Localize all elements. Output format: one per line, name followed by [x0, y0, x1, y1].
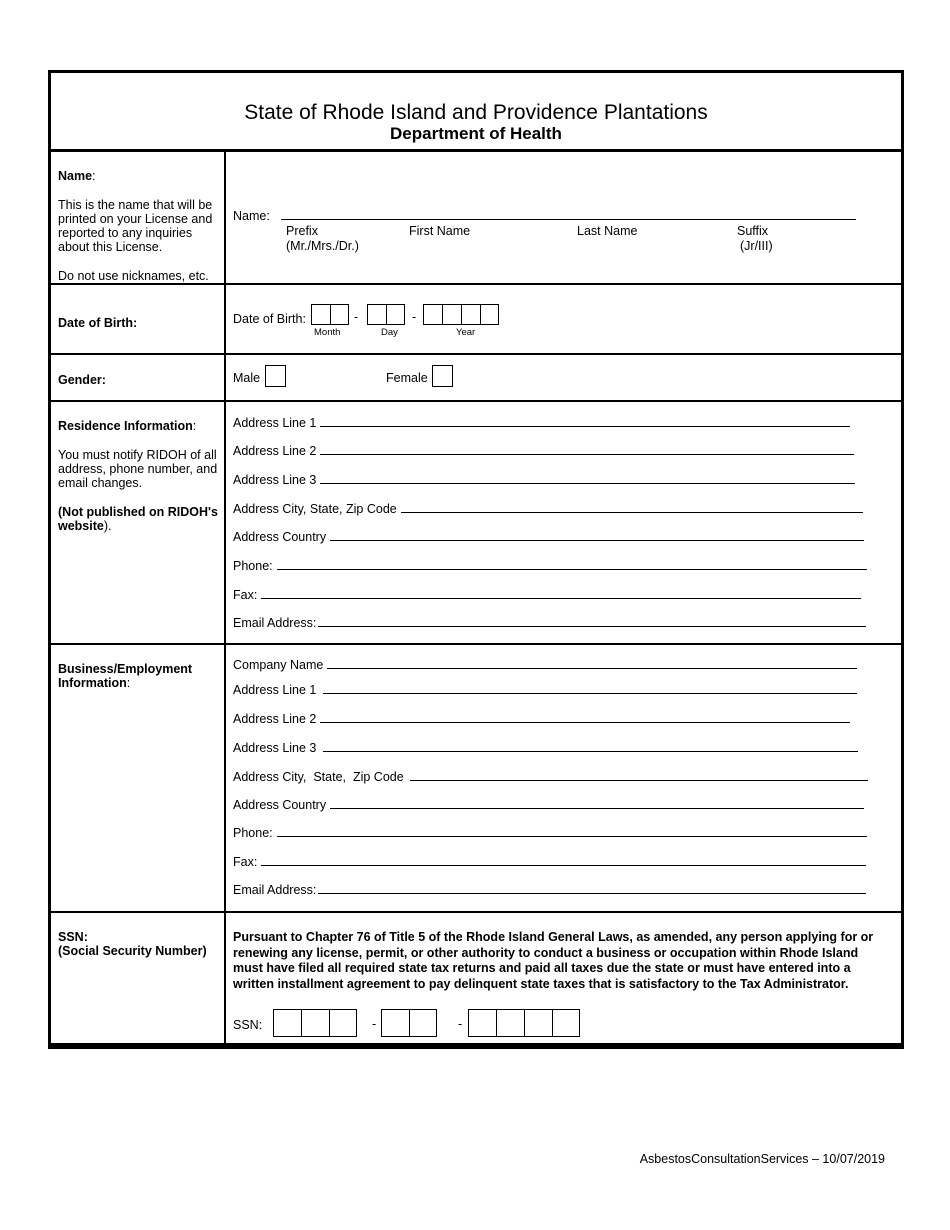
- residence-label: Residence Information: [58, 419, 193, 433]
- bus-city-line[interactable]: [410, 780, 868, 781]
- residence-label-colon: :: [192, 419, 197, 433]
- res-email-label: Email Address:: [233, 616, 317, 630]
- male-label: Male: [233, 371, 261, 385]
- dob-year-boxes[interactable]: [423, 304, 499, 325]
- first-name-label: First Name: [409, 224, 471, 238]
- bus-address1-label: Address Line 1: [233, 683, 317, 697]
- bus-address1-line[interactable]: [323, 693, 857, 694]
- residence-note-end: ).: [103, 519, 112, 533]
- res-country-label: Address Country: [233, 530, 327, 544]
- female-label: Female: [386, 371, 428, 385]
- dob-year-box[interactable]: [442, 304, 461, 325]
- bus-company-field[interactable]: [233, 658, 857, 672]
- name-field[interactable]: [233, 209, 856, 223]
- dob-dash: -: [412, 310, 417, 324]
- bus-country-field[interactable]: [233, 798, 864, 812]
- business-label-cell: [51, 645, 226, 911]
- ssn-box[interactable]: [273, 1009, 301, 1037]
- res-fax-field[interactable]: [233, 588, 861, 602]
- bus-address2-line[interactable]: [320, 722, 850, 723]
- ssn-box[interactable]: [301, 1009, 329, 1037]
- name-field-label: Name:: [233, 209, 270, 223]
- name-row: [51, 152, 901, 285]
- ssn-box[interactable]: [496, 1009, 524, 1037]
- ssn-label-full: (Social Security Number): [58, 944, 207, 958]
- prefix-label: Prefix: [286, 224, 318, 238]
- residence-field-cell: [226, 402, 901, 643]
- residence-label-cell: [51, 402, 226, 643]
- bus-company-label: Company Name: [233, 658, 324, 672]
- res-address2-line[interactable]: [320, 454, 854, 455]
- bus-phone-line[interactable]: [277, 836, 867, 837]
- business-field-cell: [226, 645, 901, 911]
- dob-field-label: Date of Birth:: [233, 312, 306, 326]
- business-label: Business/Employment Information: [58, 662, 193, 690]
- bus-email-label: Email Address:: [233, 883, 317, 897]
- res-address2-label: Address Line 2: [233, 444, 317, 458]
- dob-field-cell: [226, 285, 901, 353]
- bus-address2-label: Address Line 2: [233, 712, 317, 726]
- bus-address3-line[interactable]: [323, 751, 858, 752]
- form-footer: AsbestosConsultationServices – 10/07/2019: [639, 1152, 885, 1166]
- bus-city-field[interactable]: [233, 770, 868, 784]
- ssn-field-cell: [226, 913, 901, 1043]
- res-address3-line[interactable]: [320, 483, 855, 484]
- ssn-area-boxes[interactable]: [273, 1009, 357, 1037]
- name-note: Do not use nicknames, etc.: [58, 269, 209, 283]
- dob-year-box[interactable]: [480, 304, 499, 325]
- prefix-hint: (Mr./Mrs./Dr.): [286, 239, 359, 253]
- res-address1-label: Address Line 1: [233, 416, 317, 430]
- name-field-cell: [226, 152, 901, 283]
- residence-description: You must notify RIDOH of all address, phone number, and email changes.: [58, 448, 218, 490]
- dob-month-box[interactable]: [311, 304, 330, 325]
- female-checkbox[interactable]: [432, 365, 453, 387]
- res-email-line[interactable]: [318, 626, 866, 627]
- bus-address3-field[interactable]: [233, 741, 858, 755]
- res-phone-field[interactable]: [233, 559, 867, 573]
- res-city-label: Address City, State, Zip Code: [233, 502, 397, 516]
- business-label-colon: :: [126, 676, 131, 690]
- res-address1-field[interactable]: [233, 416, 850, 430]
- ssn-dash: -: [372, 1017, 377, 1031]
- res-phone-label: Phone:: [233, 559, 273, 573]
- ssn-box[interactable]: [552, 1009, 580, 1037]
- form-subtitle: Department of Health: [390, 124, 562, 143]
- ssn-box[interactable]: [468, 1009, 496, 1037]
- bus-city-label: Address City, State, Zip Code: [233, 770, 404, 784]
- bus-fax-line[interactable]: [261, 865, 866, 866]
- name-label: Name: [58, 169, 93, 183]
- name-label-colon: :: [92, 169, 96, 183]
- ssn-field-label: SSN:: [233, 1018, 263, 1032]
- suffix-label: Suffix: [737, 224, 769, 238]
- ssn-box[interactable]: [381, 1009, 409, 1037]
- bus-fax-label: Fax:: [233, 855, 258, 869]
- name-description: This is the name that will be printed on your License and reported to any inquiries about this License.: [58, 198, 213, 254]
- ssn-box[interactable]: [329, 1009, 357, 1037]
- gender-field-cell: [226, 355, 901, 400]
- ssn-group-boxes[interactable]: [381, 1009, 437, 1037]
- ssn-box[interactable]: [409, 1009, 437, 1037]
- bus-address1-field[interactable]: [233, 683, 857, 697]
- res-address3-field[interactable]: [233, 473, 855, 487]
- bus-address3-label: Address Line 3: [233, 741, 317, 755]
- res-address3-label: Address Line 3: [233, 473, 317, 487]
- res-address2-field[interactable]: [233, 444, 854, 458]
- dob-label-cell: [51, 285, 226, 353]
- dob-year-box[interactable]: [461, 304, 480, 325]
- tax-notice: Pursuant to Chapter 76 of Title 5 of the Rhode Island General Laws, as amended, any person applying for or renewing any license, permit, or other authority to conduct a business or occupation within Rhode Island must have filed all required state tax returns and paid all taxes due the state or must have entered into a written installment agreement to pay delinquent state taxes that is satisfactory to the Tax Administrator.: [233, 930, 874, 991]
- ssn-serial-boxes[interactable]: [468, 1009, 580, 1037]
- bus-phone-label: Phone:: [233, 826, 273, 840]
- ssn-row: [51, 913, 901, 1046]
- form-header: [51, 73, 901, 152]
- gender-label: Gender:: [58, 373, 106, 387]
- bus-email-field[interactable]: [233, 883, 866, 897]
- res-country-field[interactable]: [233, 530, 864, 544]
- res-fax-line[interactable]: [261, 598, 861, 599]
- dob-dash: -: [354, 310, 359, 324]
- last-name-label: Last Name: [577, 224, 638, 238]
- bus-address2-field[interactable]: [233, 712, 850, 726]
- bus-email-line[interactable]: [318, 893, 866, 894]
- dob-day-caption: Day: [381, 327, 398, 338]
- bus-fax-field[interactable]: [233, 855, 866, 869]
- bus-phone-field[interactable]: [233, 826, 867, 840]
- bus-company-line[interactable]: [327, 668, 857, 669]
- application-form: [48, 70, 904, 1049]
- dob-year-box[interactable]: [423, 304, 442, 325]
- gender-label-cell: [51, 355, 226, 400]
- residence-row: [51, 402, 901, 645]
- dob-row: [51, 285, 901, 355]
- business-row: [51, 645, 901, 913]
- res-fax-label: Fax:: [233, 588, 258, 602]
- suffix-hint: (Jr/III): [740, 239, 773, 253]
- ssn-label: SSN:: [58, 930, 88, 944]
- dob-month-box[interactable]: [330, 304, 349, 325]
- bus-country-line[interactable]: [330, 808, 864, 809]
- ssn-box[interactable]: [524, 1009, 552, 1037]
- name-label-cell: [51, 152, 226, 283]
- dob-day-boxes[interactable]: [367, 304, 405, 325]
- male-checkbox[interactable]: [265, 365, 286, 387]
- res-city-line[interactable]: [401, 512, 863, 513]
- ssn-label-cell: [51, 913, 226, 1043]
- dob-month-boxes[interactable]: [311, 304, 349, 325]
- dob-day-box[interactable]: [386, 304, 405, 325]
- res-city-field[interactable]: [233, 502, 863, 516]
- dob-label: Date of Birth:: [58, 316, 138, 330]
- name-input-line[interactable]: [281, 219, 856, 220]
- dob-month-caption: Month: [314, 327, 341, 338]
- dob-year-caption: Year: [456, 327, 476, 338]
- res-address1-line[interactable]: [320, 426, 850, 427]
- bus-country-label: Address Country: [233, 798, 327, 812]
- residence-note: (Not published on RIDOH's website: [58, 505, 218, 533]
- form-title: State of Rhode Island and Providence Plantations: [244, 101, 708, 124]
- res-phone-line[interactable]: [277, 569, 867, 570]
- ssn-dash: -: [458, 1017, 463, 1031]
- res-country-line[interactable]: [330, 540, 864, 541]
- res-email-field[interactable]: [233, 616, 866, 630]
- dob-day-box[interactable]: [367, 304, 386, 325]
- gender-row: [51, 355, 901, 402]
